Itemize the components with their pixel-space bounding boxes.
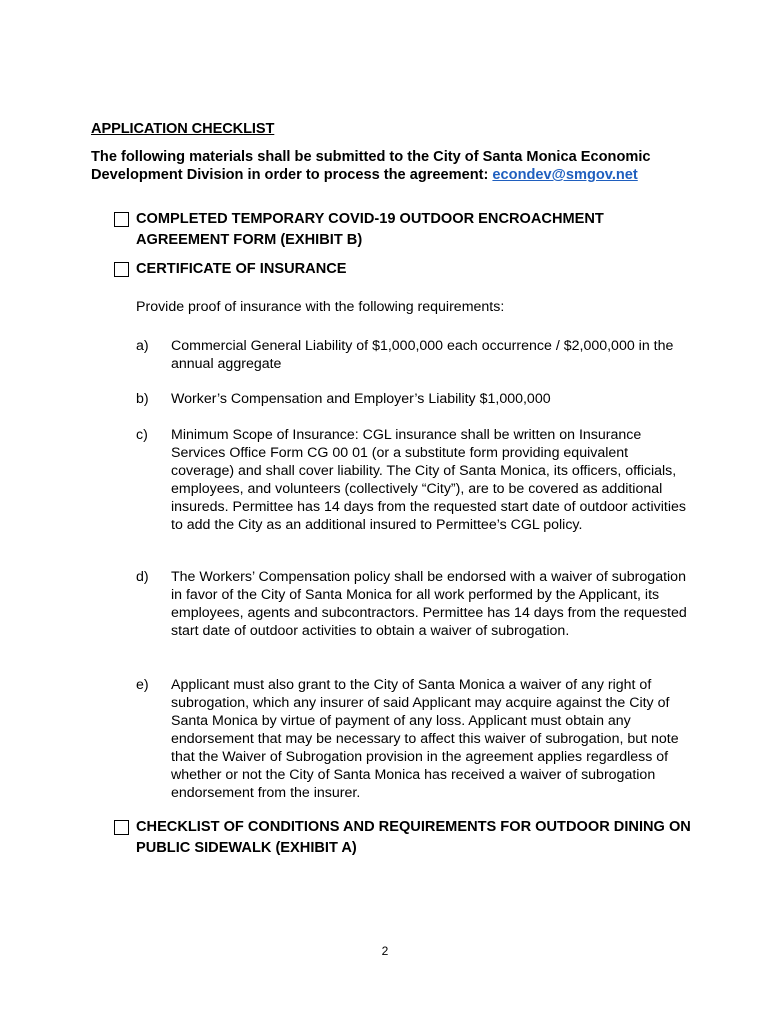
intro-text: The following materials shall be submitted to the City of Santa Monica Economic Development Division in order to process the agreement: xyxy=(91,149,651,183)
item-letter: d) xyxy=(136,569,149,585)
checklist-item-certificate-of-insurance: CERTIFICATE OF INSURANCE xyxy=(136,261,347,277)
insurance-requirement: The Workers’ Compensation policy shall be endorsed with a waiver of subrogation in favor of the City of Santa Monica for all work performed by the Applicant, its employees, agents and subcontractors. Permittee has 14 days from the requested start date of outdoor activities to obtain a waiver of subrogation. xyxy=(171,569,687,639)
insurance-requirement: Worker’s Compensation and Employer’s Liability $1,000,000 xyxy=(171,391,551,407)
page-title: APPLICATION CHECKLIST xyxy=(91,121,275,137)
insurance-requirement: Commercial General Liability of $1,000,000 each occurrence / $2,000,000 in the annual aggregate xyxy=(171,338,674,372)
checkbox-agreement-form[interactable] xyxy=(114,212,129,227)
insurance-intro: Provide proof of insurance with the following requirements: xyxy=(136,299,505,315)
email-link[interactable]: econdev@smgov.net xyxy=(492,167,638,183)
intro-paragraph xyxy=(91,148,731,184)
page-number: 2 xyxy=(381,944,389,958)
insurance-requirement: Applicant must also grant to the City of Santa Monica a waiver of any right of subrogation, which any insurer of said Applicant may acquire against the City of Santa Monica by virtue of payment of any loss. Applicant must obtain any endorsement that may be necessary to affect this waiver of subrogation, but note that the Waiver of Subrogation provision in the agreement applies regardless of whether or not the City of Santa Monica has received a waiver of subrogation endorsement from the insurer. xyxy=(171,677,679,801)
checklist-item-outdoor-dining-checklist: CHECKLIST OF CONDITIONS AND REQUIREMENTS FOR OUTDOOR DINING ON PUBLIC SIDEWALK (EXHIBIT A) xyxy=(136,819,691,856)
insurance-requirement: Minimum Scope of Insurance: CGL insurance shall be written on Insurance Services Office Form CG 00 01 (or a substitute form providing equivalent coverage) and shall cover liability. The City of Santa Monica, its officers, officials, employees, and volunteers (collectively “City”), are to be covered as additional insureds. Permittee has 14 days from the requested start date of outdoor activities to add the City as an additional insured to Permittee’s CGL policy. xyxy=(171,427,686,533)
item-letter: c) xyxy=(136,427,148,443)
checkbox-certificate-of-insurance[interactable] xyxy=(114,262,129,277)
checkbox-outdoor-dining-checklist[interactable] xyxy=(114,820,129,835)
checklist-item-agreement-form: COMPLETED TEMPORARY COVID-19 OUTDOOR ENCROACHMENT AGREEMENT FORM (EXHIBIT B) xyxy=(136,211,604,248)
item-letter: a) xyxy=(136,338,149,354)
item-letter: e) xyxy=(136,677,149,693)
item-letter: b) xyxy=(136,391,149,407)
